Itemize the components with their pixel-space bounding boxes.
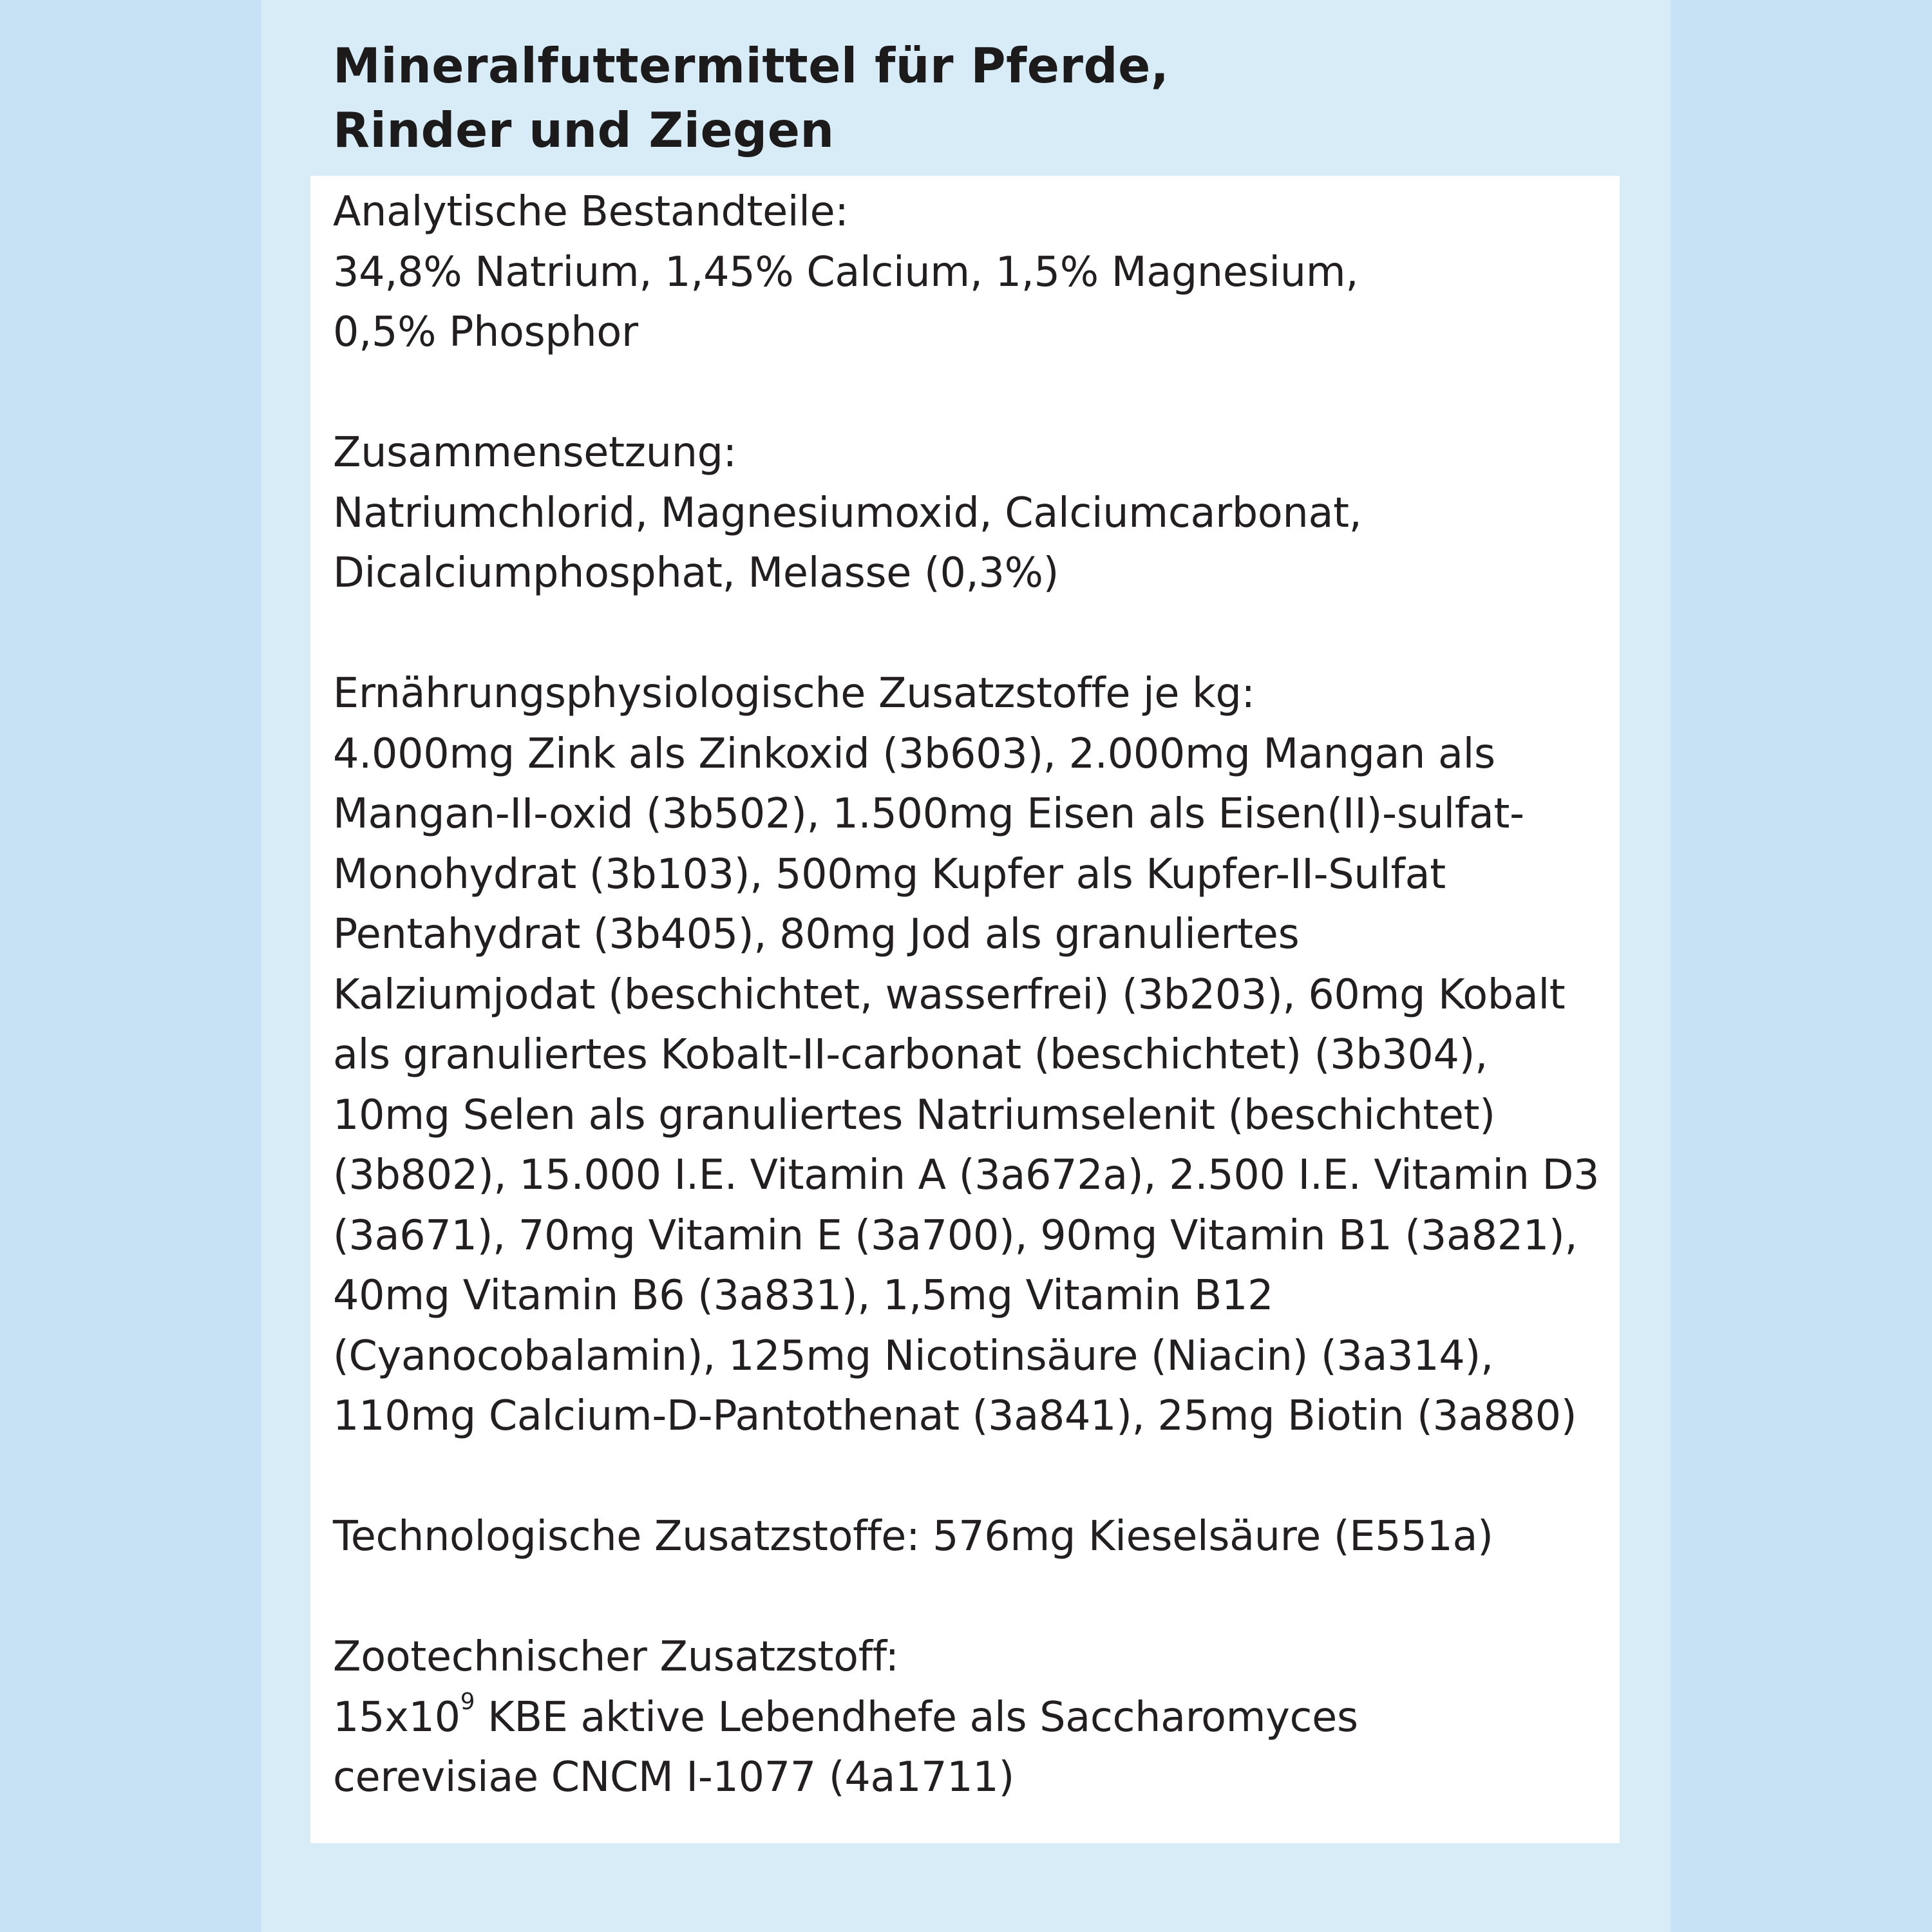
text-line: (3b802), 15.000 I.E. Vitamin A (3a672a), 2.500 I.E. Vitamin D3	[333, 1151, 1600, 1199]
text-line: als granuliertes Kobalt-II-carbonat (beschichtet) (3b304),	[333, 1031, 1488, 1079]
section-analytische-bestandteile	[333, 182, 1615, 363]
text-line: (3a671), 70mg Vitamin E (3a700), 90mg Vitamin B1 (3a821),	[333, 1211, 1578, 1260]
product-title	[333, 33, 1621, 162]
section-heading: Analytische Bestandteile:	[333, 188, 849, 236]
paragraph-gap	[333, 1447, 1615, 1508]
kbe-exponent: 9	[460, 1688, 475, 1715]
text-line: 40mg Vitamin B6 (3a831), 1,5mg Vitamin B12	[333, 1272, 1274, 1320]
section-heading: Zootechnischer Zusatzstoff:	[333, 1633, 899, 1681]
product-title-line-2: Rinder und Ziegen	[333, 102, 835, 158]
product-title-line-1: Mineralfuttermittel für Pferde,	[333, 37, 1170, 94]
text-line: 110mg Calcium-D-Pantothenat (3a841), 25mg Biotin (3a880)	[333, 1392, 1577, 1440]
section-ernaehrungsphysiologische-zusatzstoffe	[333, 664, 1615, 1447]
text-line: Technologische Zusatzstoffe: 576mg Kieselsäure (E551a)	[333, 1513, 1493, 1560]
kbe-description: KBE aktive Lebendhefe als Saccharomyces	[475, 1693, 1358, 1741]
text-line: 0,5% Phosphor	[333, 308, 638, 356]
text-line: cerevisiae CNCM I-1077 (4a1711)	[333, 1754, 1015, 1801]
section-technologische-zusatzstoffe	[333, 1507, 1615, 1567]
text-line: Kalziumjodat (beschichtet, wasserfrei) (3b203), 60mg Kobalt	[333, 971, 1566, 1019]
text-line: 4.000mg Zink als Zinkoxid (3b603), 2.000mg Mangan als	[333, 730, 1495, 778]
background-left-margin	[0, 0, 261, 1932]
text-line: Pentahydrat (3b405), 80mg Jod als granuliertes	[333, 911, 1300, 958]
text-line: Mangan-II-oxid (3b502), 1.500mg Eisen als Eisen(II)-sulfat-	[333, 790, 1524, 838]
ingredients-text	[333, 182, 1615, 1808]
text-line: 34,8% Natrium, 1,45% Calcium, 1,5% Magnesium,	[333, 248, 1359, 296]
text-line: Monohydrat (3b103), 500mg Kupfer als Kupfer-II-Sulfat	[333, 850, 1446, 898]
section-heading: Zusammensetzung:	[333, 429, 737, 477]
section-heading: Ernährungsphysiologische Zusatzstoffe je kg:	[333, 670, 1255, 717]
text-line: (Cyanocobalamin), 125mg Nicotinsäure (Niacin) (3a314),	[333, 1332, 1493, 1380]
paragraph-gap	[333, 604, 1615, 665]
section-zootechnischer-zusatzstoff	[333, 1627, 1615, 1808]
text-line: Dicalciumphosphat, Melasse (0,3%)	[333, 549, 1059, 597]
kbe-coefficient: 15x10	[333, 1693, 460, 1741]
background-right-margin	[1671, 0, 1932, 1932]
paragraph-gap	[333, 1567, 1615, 1628]
section-zusammensetzung	[333, 423, 1615, 604]
text-line: 10mg Selen als granuliertes Natriumselenit (beschichtet)	[333, 1091, 1495, 1139]
paragraph-gap	[333, 363, 1615, 424]
text-line	[333, 1688, 1605, 1748]
text-line: Natriumchlorid, Magnesiumoxid, Calciumcarbonat,	[333, 489, 1362, 537]
